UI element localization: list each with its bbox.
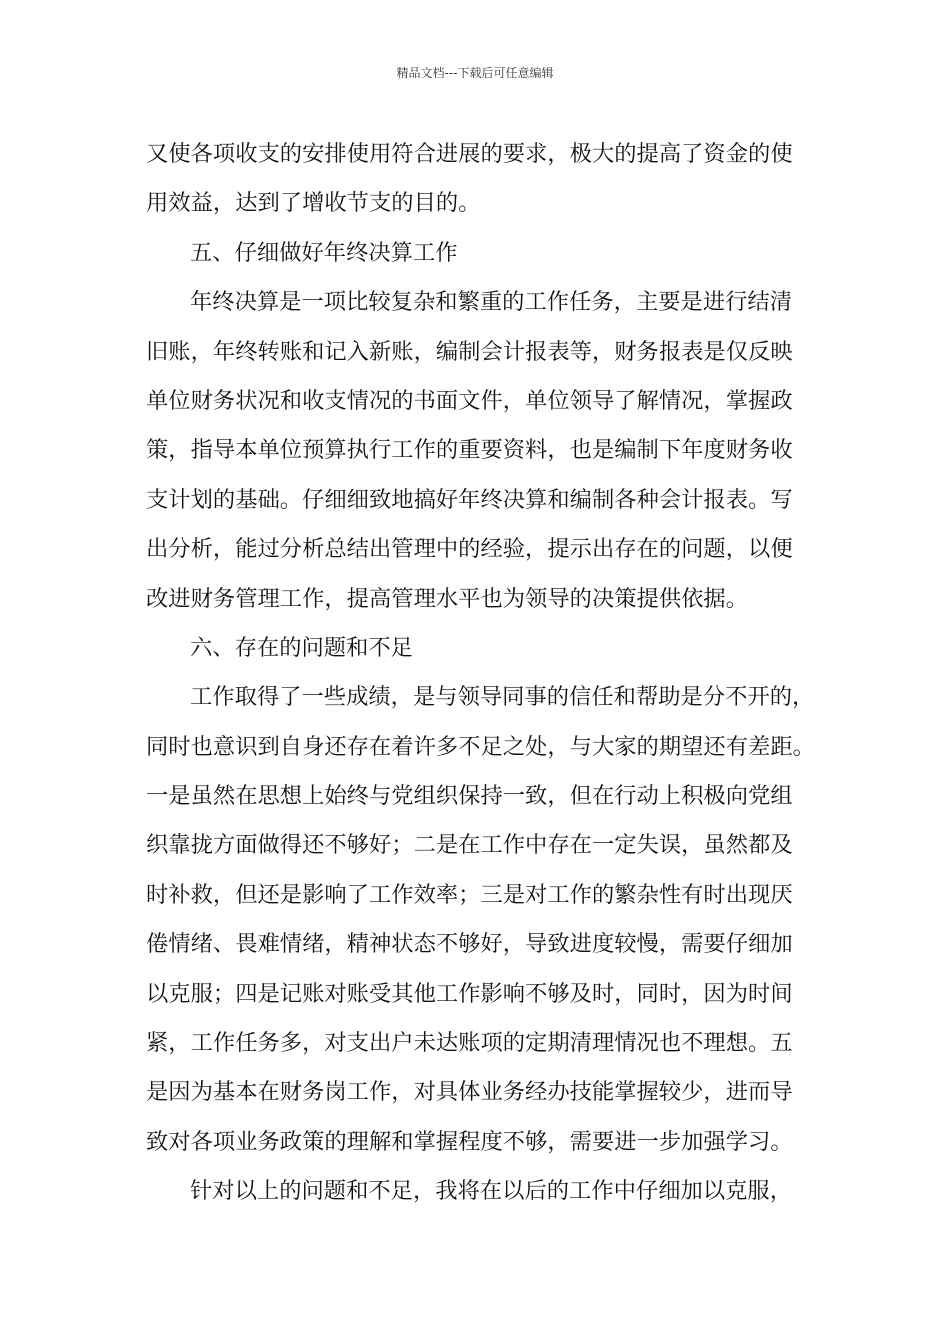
body-line: 单位财务状况和收支情况的书面文件，单位领导了解情况，掌握政 [146,387,793,414]
body-line: 紧，工作任务多，对支出户未达账项的定期清理情况也不理想。五 [146,1030,793,1057]
body-line: 旧账，年终转账和记入新账，编制会计报表等，财务报表是仅反映 [146,338,793,365]
section-heading: 五、仔细做好年终决算工作 [190,239,458,266]
body-line: 致对各项业务政策的理解和掌握程度不够，需要进一步加强学习。 [146,1128,793,1155]
body-line: 改进财务管理工作，提高管理水平也为领导的决策提供依据。 [146,585,749,612]
page-header: 精品文档---下载后可任意编辑 [396,66,554,80]
body-line: 时补救，但还是影响了工作效率；三是对工作的繁杂性有时出现厌 [146,881,793,908]
section-heading: 六、存在的问题和不足 [190,634,413,661]
body-line: 一是虽然在思想上始终与党组织保持一致，但在行动上积极向党组 [146,783,793,810]
body-line: 策，指导本单位预算执行工作的重要资料，也是编制下年度财务收 [146,437,793,464]
body-line: 织靠拢方面做得还不够好；二是在工作中存在一定失误，虽然都及 [146,832,793,859]
body-line: 是因为基本在财务岗工作，对具体业务经办技能掌握较少，进而导 [146,1079,793,1106]
body-line: 工作取得了一些成绩，是与领导同事的信任和帮助是分不开的， [190,684,815,711]
body-line: 支计划的基础。仔细细致地搞好年终决算和编制各种会计报表。写 [146,486,793,513]
body-line: 又使各项收支的安排使用符合进展的要求，极大的提高了资金的使 [146,141,793,167]
body-line: 同时也意识到自身还存在着许多不足之处，与大家的期望还有差距。 [146,733,815,760]
body-line: 针对以上的问题和不足，我将在以后的工作中仔细加以克服， [190,1178,793,1205]
body-line: 用效益，达到了增收节支的目的。 [146,190,481,217]
document-body [146,130,815,1217]
body-line: 出分析，能过分析总结出管理中的经验，提示出存在的问题，以便 [146,536,793,563]
body-line: 以克服；四是记账对账受其他工作影响不够及时，同时，因为时间 [146,980,793,1007]
body-line: 倦情绪、畏难情绪，精神状态不够好，导致进度较慢，需要仔细加 [146,931,793,958]
body-line: 年终决算是一项比较复杂和繁重的工作任务，主要是进行结清 [190,289,793,316]
